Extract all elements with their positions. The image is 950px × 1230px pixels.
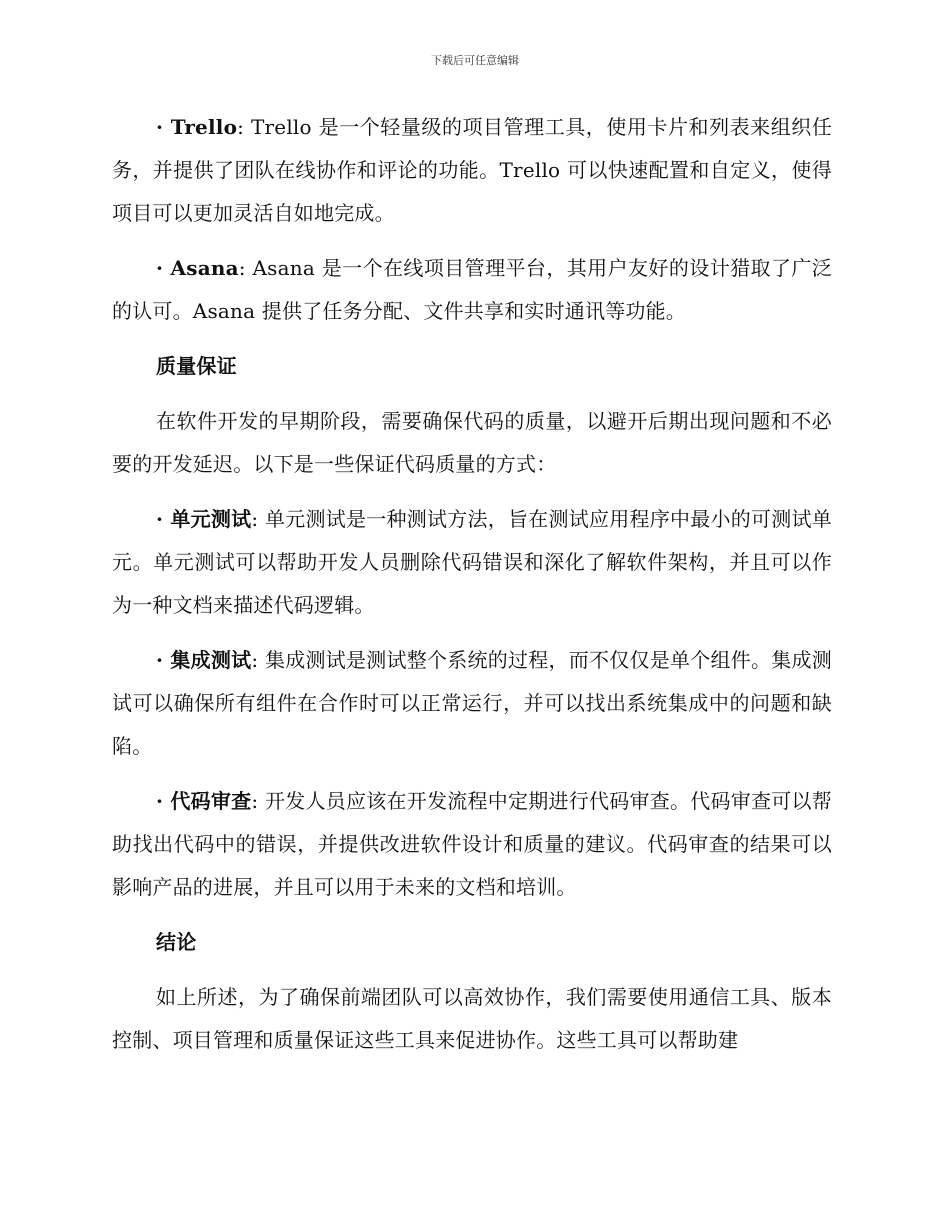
trello-description: Trello 是一个轻量级的项目管理工具，使用卡片和列表来组织任务，并提供了团队在线协作和评论的功能。Trello 可以快速配置和自定义，使得项目可以更加灵活自如地完成。: [112, 115, 833, 225]
term-code-review: 代码审查: [170, 789, 252, 813]
term-separator: :: [251, 507, 265, 531]
bullet-marker: ·: [156, 789, 171, 813]
document-body: [112, 106, 832, 1074]
integration-test-description: 集成测试是测试整个系统的过程，而不仅仅是单个组件。集成测试可以确保所有组件在合作时可以正常运行，并可以找出系统集成中的问题和缺陷。: [112, 648, 833, 758]
term-separator: :: [237, 115, 251, 139]
heading-quality-assurance: 质量保证: [156, 354, 237, 378]
paragraph-code-review: [112, 780, 832, 909]
heading-conclusion: 结论: [156, 930, 197, 954]
paragraph-conclusion: 如上所述，为了确保前端团队可以高效协作，我们需要使用通信工具、版本控制、项目管理和质量保证这些工具来促进协作。这些工具可以帮助建: [112, 985, 832, 1052]
term-integration-test: 集成测试: [170, 648, 252, 672]
term-separator: :: [251, 789, 265, 813]
term-asana: Asana: [170, 256, 239, 280]
asana-description: Asana 是一个在线项目管理平台，其用户友好的设计猎取了广泛的认可。Asana 提供了任务分配、文件共享和实时通讯等功能。: [112, 256, 832, 323]
paragraph-asana: [112, 247, 832, 333]
term-separator: :: [238, 256, 253, 280]
page-header: 下载后可任意编辑: [431, 54, 519, 67]
paragraph-qa-intro: 在软件开发的早期阶段，需要确保代码的质量，以避开后期出现问题和不必要的开发延迟。以下是一些保证代码质量的方式：: [112, 409, 832, 476]
paragraph-unit-test: [112, 498, 832, 627]
code-review-description: 开发人员应该在开发流程中定期进行代码审查。代码审查可以帮助找出代码中的错误，并提供改进软件设计和质量的建议。代码审查的结果可以影响产品的进展，并且可以用于未来的文档和培训。: [112, 789, 833, 899]
bullet-marker: ·: [156, 507, 171, 531]
bullet-marker: ·: [156, 648, 171, 672]
paragraph-trello: [112, 106, 832, 235]
term-separator: :: [251, 648, 265, 672]
term-unit-test: 单元测试: [170, 507, 252, 531]
unit-test-description: 单元测试是一种测试方法，旨在测试应用程序中最小的可测试单元。单元测试可以帮助开发人员删除代码错误和深化了解软件架构，并且可以作为一种文档来描述代码逻辑。: [112, 507, 833, 617]
bullet-marker: ·: [156, 115, 171, 139]
paragraph-integration-test: [112, 639, 832, 768]
term-trello: Trello: [170, 115, 238, 139]
bullet-marker: ·: [156, 256, 171, 280]
